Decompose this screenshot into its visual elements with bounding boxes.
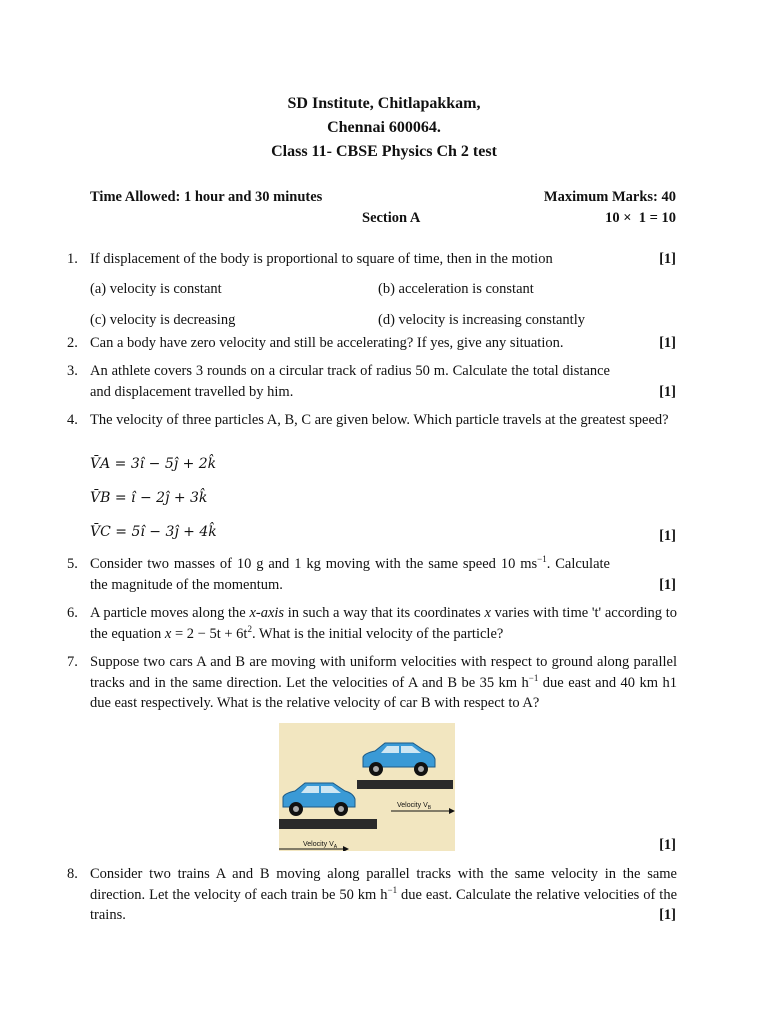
q2-text: Can a body have zero velocity and still be accelerating? If yes, give any situation. — [90, 335, 564, 351]
q8-mark: [1] — [659, 907, 676, 923]
q4-number: 4. — [67, 412, 78, 428]
q1-option-b: (b) acceleration is constant — [378, 281, 534, 297]
institute-city: Chennai 600064. — [327, 119, 441, 136]
q4-mark: [1] — [659, 528, 676, 544]
q1-option-c: (c) velocity is decreasing — [90, 312, 236, 328]
test-title: Class 11- CBSE Physics Ch 2 test — [271, 143, 497, 160]
q6-text: A particle moves along the x-axis in such a way that its coordinates x varies with time 't' according to the equation $x = 2 - 5t + 6t^2$. What is the initial velocity of the particle? — [90, 605, 677, 642]
maximum-marks: Maximum Marks: 40 — [543, 189, 676, 205]
q3-mark: [1] — [659, 384, 676, 400]
q7-mark: [1] — [659, 837, 676, 853]
velocity-b-equation: V̄B = î − 2ĵ + 3k̂ — [90, 490, 208, 506]
track-b — [357, 780, 453, 789]
q5-number: 5. — [67, 556, 78, 572]
q1-text: If displacement of the body is proportional to square of time, then in the motion — [90, 251, 553, 267]
q7-text: Suppose two cars A and B are moving with uniform velocities with respect to ground along parallel tracks and in the same direction. Let the velocities of A and B be 35 km $h^{-1}$ due east and 40 km h1 due east respectively. What is the relative velocity of car B with respect to A? — [90, 654, 677, 711]
relative-velocity-figure — [279, 723, 455, 851]
q1-number: 1. — [67, 251, 78, 267]
q2-number: 2. — [67, 335, 78, 351]
q8-text: Consider two trains A and B moving along parallel tracks with the same velocity in the same direction. Let the velocity of each train be 50 km $h^{-1}$ due east. Calculate the relative velocities of the trains. — [90, 866, 678, 923]
velocity-b-label: Velocity $V_B$ — [397, 802, 432, 811]
q1-mark: [1] — [659, 251, 676, 267]
q3-text: An athlete covers 3 rounds on a circular track of radius 50 m. Calculate the total distance and displacement travelled by him. — [90, 363, 610, 400]
q5-text: Consider two masses of 10 g and 1 kg moving with the same speed 10 $ms^{-1}$. Calculate the magnitude of the momentum. — [90, 554, 610, 593]
institute-name: SD Institute, Chitlapakkam, — [287, 95, 481, 112]
velocity-c-equation: V̄C = 5î − 3ĵ + 4k̂ — [90, 524, 217, 540]
q1-option-a: (a) velocity is constant — [90, 281, 222, 297]
q6-number: 6. — [67, 605, 78, 621]
velocity-a-label: Velocity $V_A$ — [303, 841, 338, 850]
q2-mark: [1] — [659, 335, 676, 351]
q8-number: 8. — [67, 866, 78, 882]
q5-mark: [1] — [659, 577, 676, 593]
track-a — [279, 819, 377, 829]
q1-option-d: (d) velocity is increasing constantly — [378, 312, 585, 328]
section-marks: 10 × 1 = 10 — [605, 210, 676, 226]
time-allowed: Time Allowed: 1 hour and 30 minutes — [90, 189, 323, 205]
cars-illustration — [279, 723, 455, 851]
q7-number: 7. — [67, 654, 78, 670]
section-heading: Section A — [362, 210, 421, 226]
q4-text: The velocity of three particles A, B, C are given below. Which particle travels at the greatest speed? — [90, 412, 669, 428]
q3-number: 3. — [67, 363, 78, 379]
velocity-a-equation: V̄A = 3î − 5ĵ + 2k̂ — [90, 456, 217, 472]
